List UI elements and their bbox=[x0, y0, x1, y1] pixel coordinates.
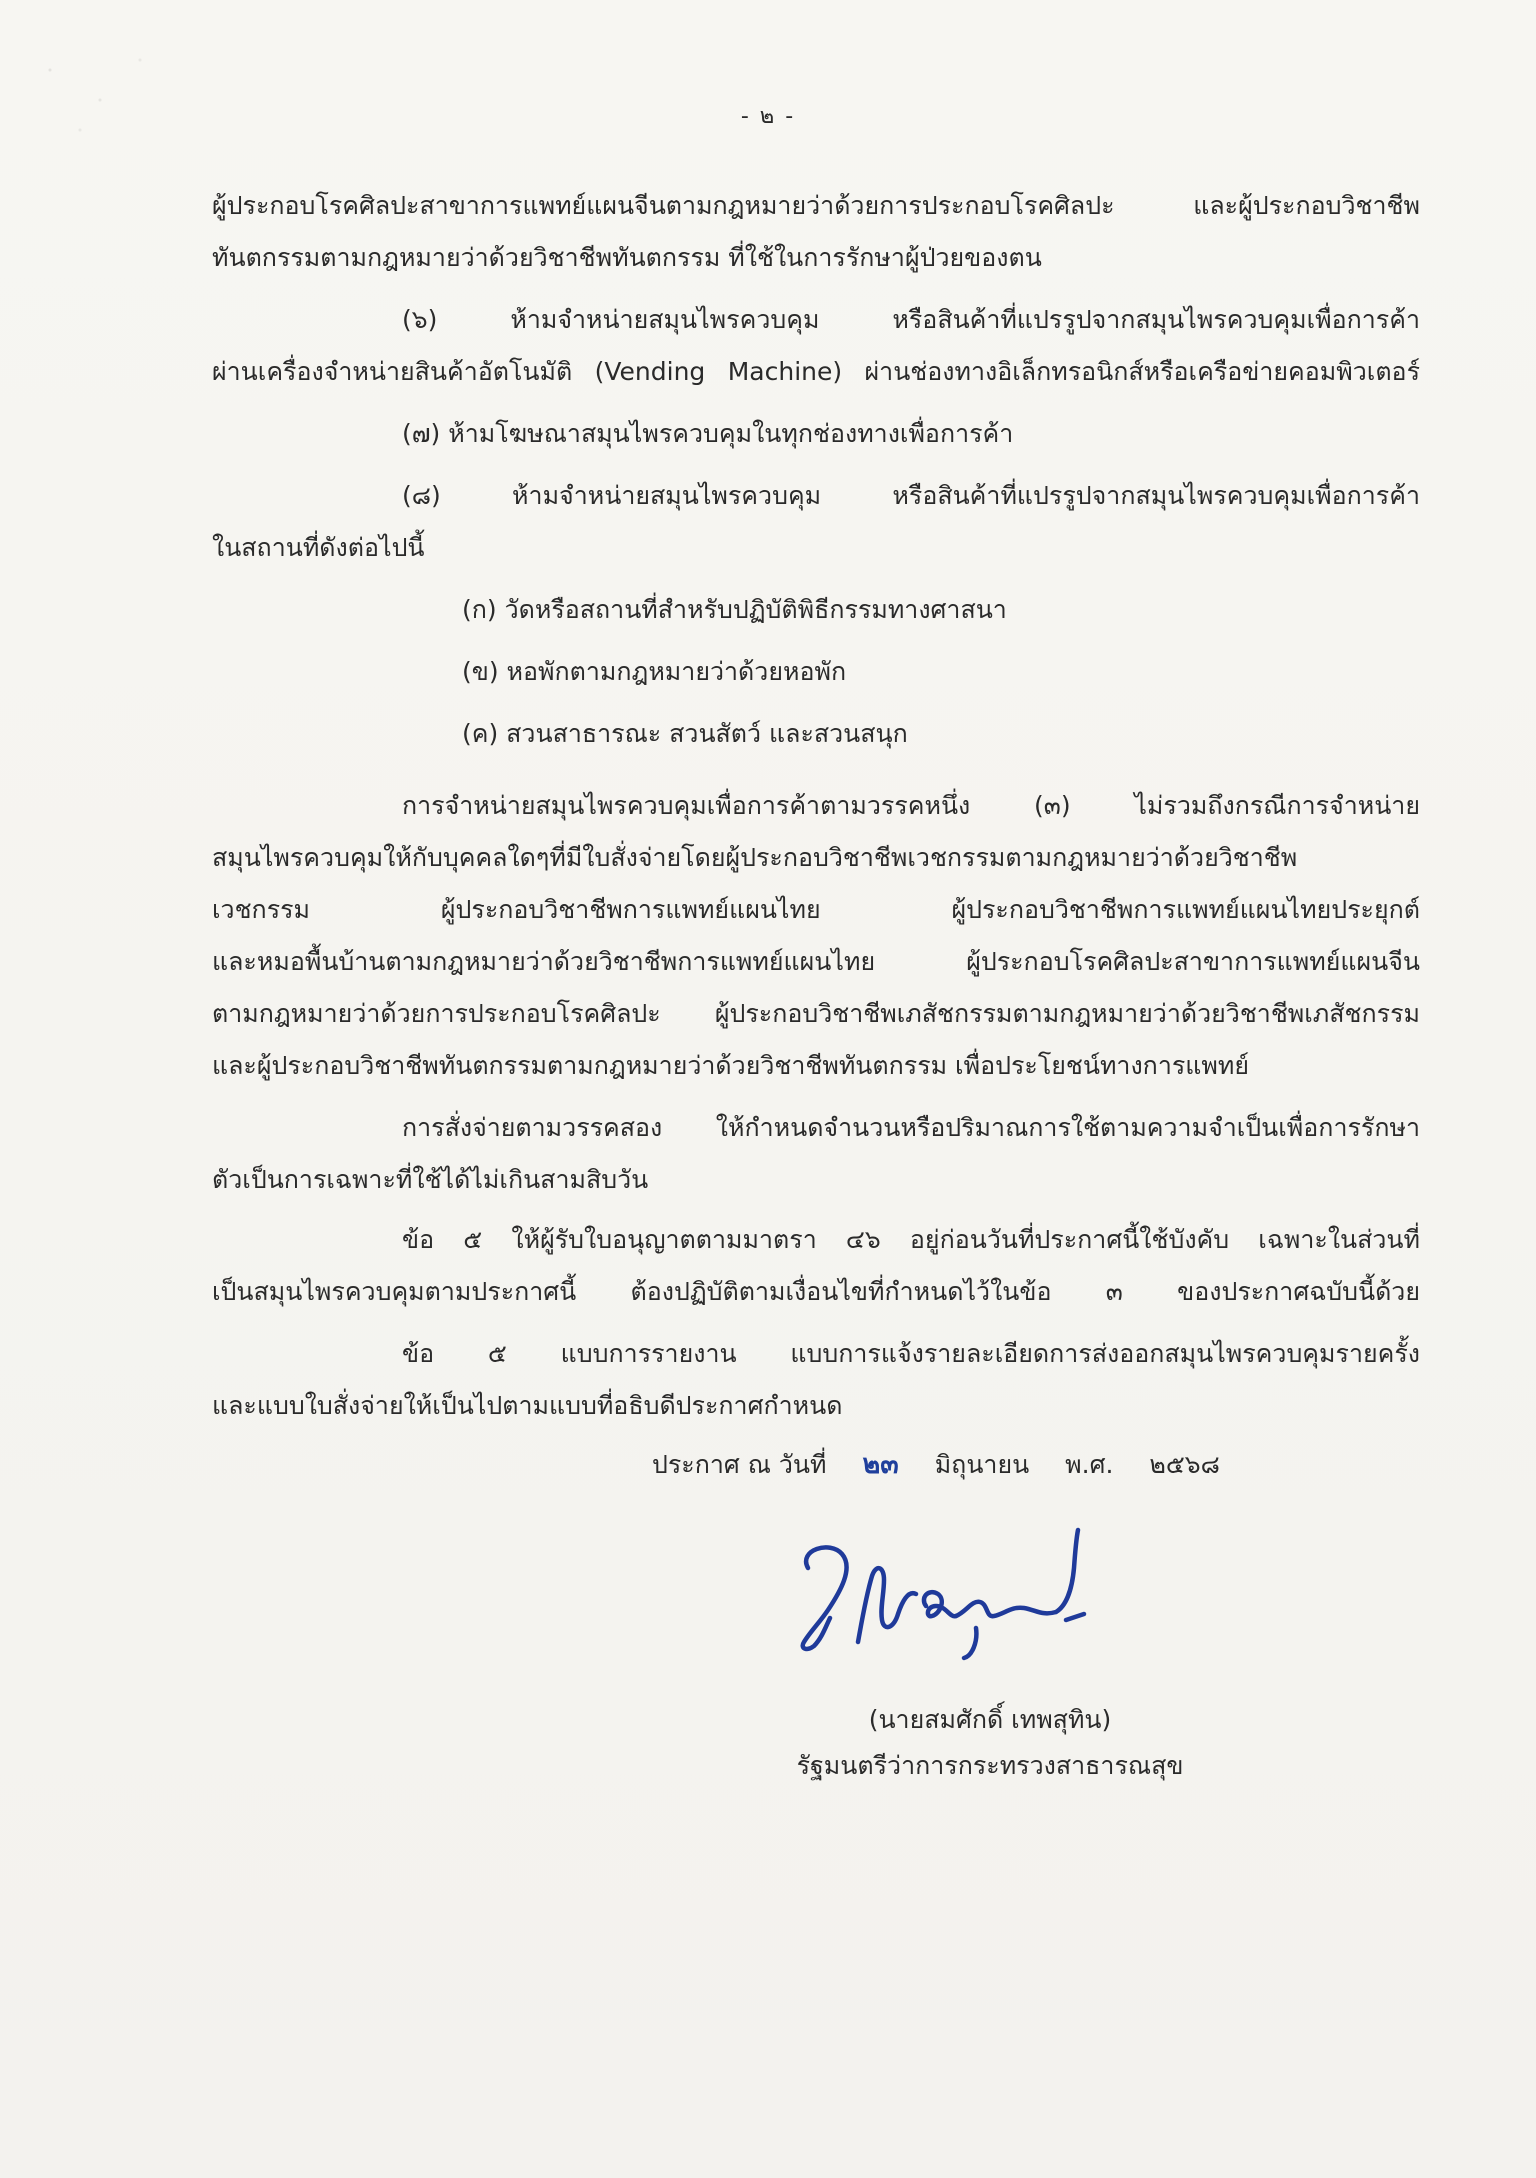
clause-5-line: ข้อ ๕ ให้ผู้รับใบอนุญาตตามมาตรา ๔๖ อยู่ก่อนวันที่ประกาศนี้ใช้บังคับ เฉพาะในส่วนที่ bbox=[402, 1225, 1420, 1254]
page-number: - ๒ - bbox=[740, 104, 796, 129]
sub-item-b: (ข) หอพักตามกฎหมายว่าด้วยหอพัก bbox=[462, 657, 847, 686]
signatory-name: (นายสมศักดิ์ เทพสุทิน) bbox=[868, 1705, 1112, 1734]
paragraph-line: และผู้ประกอบวิชาชีพทันตกรรมตามกฎหมายว่าด้วยวิชาชีพทันตกรรม เพื่อประโยชน์ทางการแพทย์ bbox=[212, 1051, 1249, 1080]
signature bbox=[780, 1510, 1110, 1690]
paragraph-line: ตัวเป็นการเฉพาะที่ใช้ได้ไม่เกินสามสิบวัน bbox=[212, 1165, 649, 1194]
paragraph-line: ทันตกรรมตามกฎหมายว่าด้วยวิชาชีพทันตกรรม ที่ใช้ในการรักษาผู้ป่วยของตน bbox=[212, 243, 1042, 272]
paragraph-line: สมุนไพรควบคุมให้กับบุคคลใดๆที่มีใบสั่งจ่ายโดยผู้ประกอบวิชาชีพเวชกรรมตามกฎหมายว่าด้วยวิชาชีพ bbox=[212, 843, 1298, 872]
clause-5-line: ข้อ ๕ แบบการรายงาน แบบการแจ้งรายละเอียดการส่งออกสมุนไพรควบคุมรายครั้ง bbox=[402, 1339, 1420, 1368]
item-8-line: ในสถานที่ดังต่อไปนี้ bbox=[212, 533, 425, 562]
paragraph-line: และหมอพื้นบ้านตามกฎหมายว่าด้วยวิชาชีพการแพทย์แผนไทย ผู้ประกอบโรคศิลปะสาขาการแพทย์แผนจีน bbox=[212, 947, 1420, 976]
paragraph-line: การสั่งจ่ายตามวรรคสอง ให้กำหนดจำนวนหรือปริมาณการใช้ตามความจำเป็นเพื่อการรักษา bbox=[402, 1113, 1420, 1142]
clause-5-line: และแบบใบสั่งจ่ายให้เป็นไปตามแบบที่อธิบดีประกาศกำหนด bbox=[212, 1391, 843, 1420]
date-era: พ.ศ. bbox=[1065, 1450, 1114, 1479]
date-year: ๒๕๖๘ bbox=[1149, 1450, 1220, 1479]
signatory-title: รัฐมนตรีว่าการกระทรวงสาธารณสุข bbox=[796, 1751, 1184, 1780]
item-6-line: ผ่านเครื่องจำหน่ายสินค้าอัตโนมัติ (Vending Machine) ผ่านช่องทางอิเล็กทรอนิกส์หรือเครือข่ายคอมพิวเตอร์ bbox=[212, 357, 1420, 386]
sub-item-a: (ก) วัดหรือสถานที่สำหรับปฏิบัติพิธีกรรมทางศาสนา bbox=[462, 595, 1007, 624]
date-day: ๒๓ bbox=[862, 1449, 899, 1480]
sub-item-c: (ค) สวนสาธารณะ สวนสัตว์ และสวนสนุก bbox=[462, 719, 908, 748]
date-month: มิถุนายน bbox=[934, 1450, 1030, 1479]
item-7-line: (๗) ห้ามโฆษณาสมุนไพรควบคุมในทุกช่องทางเพื่อการค้า bbox=[402, 419, 1014, 448]
item-6-line: (๖) ห้ามจำหน่ายสมุนไพรควบคุม หรือสินค้าที่แปรรูปจากสมุนไพรควบคุมเพื่อการค้า bbox=[402, 305, 1420, 334]
clause-5-line: เป็นสมุนไพรควบคุมตามประกาศนี้ ต้องปฏิบัติตามเงื่อนไขที่กำหนดไว้ในข้อ ๓ ของประกาศฉบับนี้ด้วย bbox=[212, 1277, 1420, 1306]
date-prefix: ประกาศ ณ วันที่ bbox=[652, 1450, 827, 1479]
item-8-line: (๘) ห้ามจำหน่ายสมุนไพรควบคุม หรือสินค้าที่แปรรูปจากสมุนไพรควบคุมเพื่อการค้า bbox=[402, 481, 1420, 510]
paragraph-line: ผู้ประกอบโรคศิลปะสาขาการแพทย์แผนจีนตามกฎหมายว่าด้วยการประกอบโรคศิลปะ และผู้ประกอบวิชาชีพ bbox=[212, 191, 1420, 220]
paragraph-line: ตามกฎหมายว่าด้วยการประกอบโรคศิลปะ ผู้ประกอบวิชาชีพเภสัชกรรมตามกฎหมายว่าด้วยวิชาชีพเภสัชกรรม bbox=[212, 999, 1420, 1028]
paragraph-line: การจำหน่ายสมุนไพรควบคุมเพื่อการค้าตามวรรคหนึ่ง (๓) ไม่รวมถึงกรณีการจำหน่าย bbox=[402, 791, 1420, 820]
paragraph-line: เวชกรรม ผู้ประกอบวิชาชีพการแพทย์แผนไทย ผู้ประกอบวิชาชีพการแพทย์แผนไทยประยุกต์ bbox=[212, 895, 1420, 924]
announcement-date bbox=[652, 1447, 1220, 1483]
